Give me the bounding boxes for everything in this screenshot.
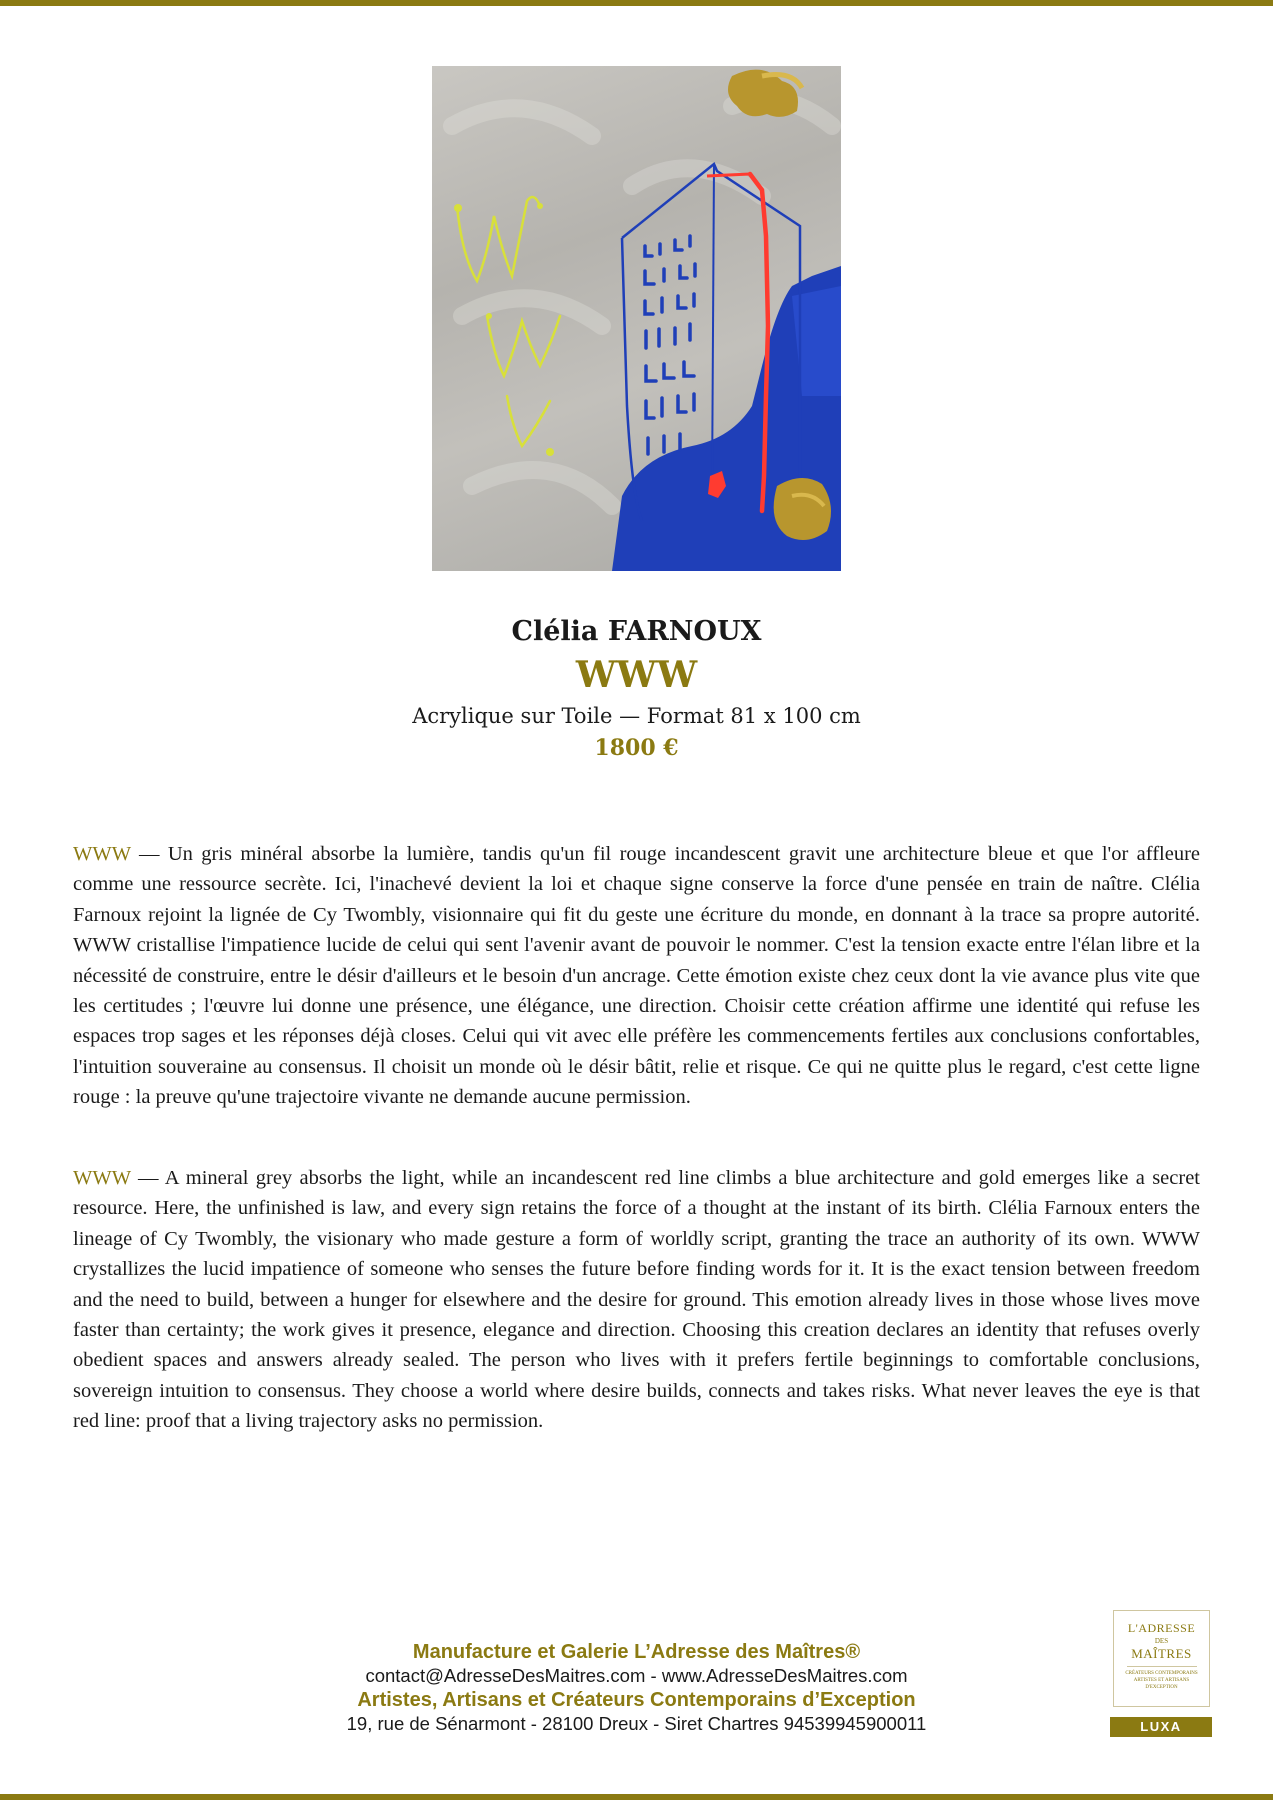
description-body: — A mineral grey absorbs the light, while an incandescent red line climbs a blue architecture and gold emerges like a secret resource. Here, the unfinished is law, and every sign retains the force of a thought at the instant of its birth. Clélia Farnoux enters the lineage of Cy Twombly, the visionary who made gesture a form of worldly script, granting the trace an authority of its own. WWW crystallizes the lucid impatience of someone who senses the future before finding words for it. It is the exact tension between freedom and the need to build, between a hunger for elsewhere and the desire for ground. This emotion already lives in those whose lives move faster than certainty; the work gives it presence, elegance and direction. Choosing this creation declares an identity that refuses overly obedient spaces and answers already sealed. The person who lives with it prefers fertile beginnings to comfortable conclusions, sovereign intuition to consensus. They choose a world where desire builds, connects and takes risks. What never leaves the eye is that red line: proof that a living trajectory asks no permission. (73, 1167, 1200, 1433)
description-lead: WWW (73, 843, 131, 865)
address-line: 19, rue de Sénarmont - 28100 Dreux - Siret Chartres 94539945900011 (346, 1713, 927, 1734)
description-english (73, 1163, 1200, 1437)
logo-line-1: L'ADRESSE (1127, 1621, 1196, 1635)
gallery-tagline: Artistes, Artisans et Créateurs Contemporains d’Exception (357, 1689, 916, 1711)
top-rule (0, 0, 1273, 6)
logo-divider (1127, 1666, 1197, 1667)
title-block (0, 612, 1273, 764)
description-lead: WWW (73, 1167, 131, 1189)
medium-format: Acrylique sur Toile — Format 81 x 100 cm (412, 704, 861, 728)
work-title: WWW (575, 654, 698, 696)
bottom-rule (0, 1794, 1273, 1800)
artist-name: Clélia FARNOUX (511, 616, 762, 647)
luxa-badge: LUXA (1110, 1717, 1212, 1737)
logo-line-2: DES (1154, 1637, 1169, 1645)
contact-line: contact@AdresseDesMaitres.com - www.AdresseDesMaitres.com (365, 1665, 908, 1686)
description-french (73, 839, 1200, 1113)
price: 1800 € (594, 735, 679, 761)
gallery-name: Manufacture et Galerie L’Adresse des Maîtres® (412, 1641, 861, 1663)
logo-tagline: CRÉATEURS CONTEMPORAINS ARTISTES ET ARTISANS D'EXCEPTION (1125, 1671, 1198, 1690)
logo-line-3: MAÎTRES (1131, 1646, 1192, 1661)
artwork-image (432, 66, 841, 571)
gallery-logo (1113, 1610, 1210, 1707)
description-body: — Un gris minéral absorbe la lumière, tandis qu'un fil rouge incandescent gravit une architecture bleue et que l'or affleure comme une ressource secrète. Ici, l'inachevé devient la loi et chaque signe conserve la force d'une pensée en train de naître. Clélia Farnoux rejoint la lignée de Cy Twombly, visionnaire qui fit du geste une écriture du monde, en donnant à la trace sa propre autorité. WWW cristallise l'impatience lucide de celui qui sent l'avenir avant de pouvoir le nommer. C'est la tension exacte entre l'élan libre et la nécessité de construire, entre le désir d'ailleurs et le besoin d'un ancrage. Cette émotion existe chez ceux dont la vie avance plus vite que les certitudes ; l'œuvre lui donne une présence, une élégance, une direction. Choisir cette création affirme une identité qui refuse les espaces trop sages et les réponses déjà closes. Celui qui vit avec elle préfère les commencements fertiles aux conclusions confortables, l'intuition souveraine au consensus. Il choisit un monde où le désir bâtit, relie et risque. Ce qui ne quitte plus le regard, c'est cette ligne rouge : la preuve qu'une trajectoire vivante ne demande aucune permission. (73, 843, 1200, 1109)
footer (0, 1640, 1273, 1736)
